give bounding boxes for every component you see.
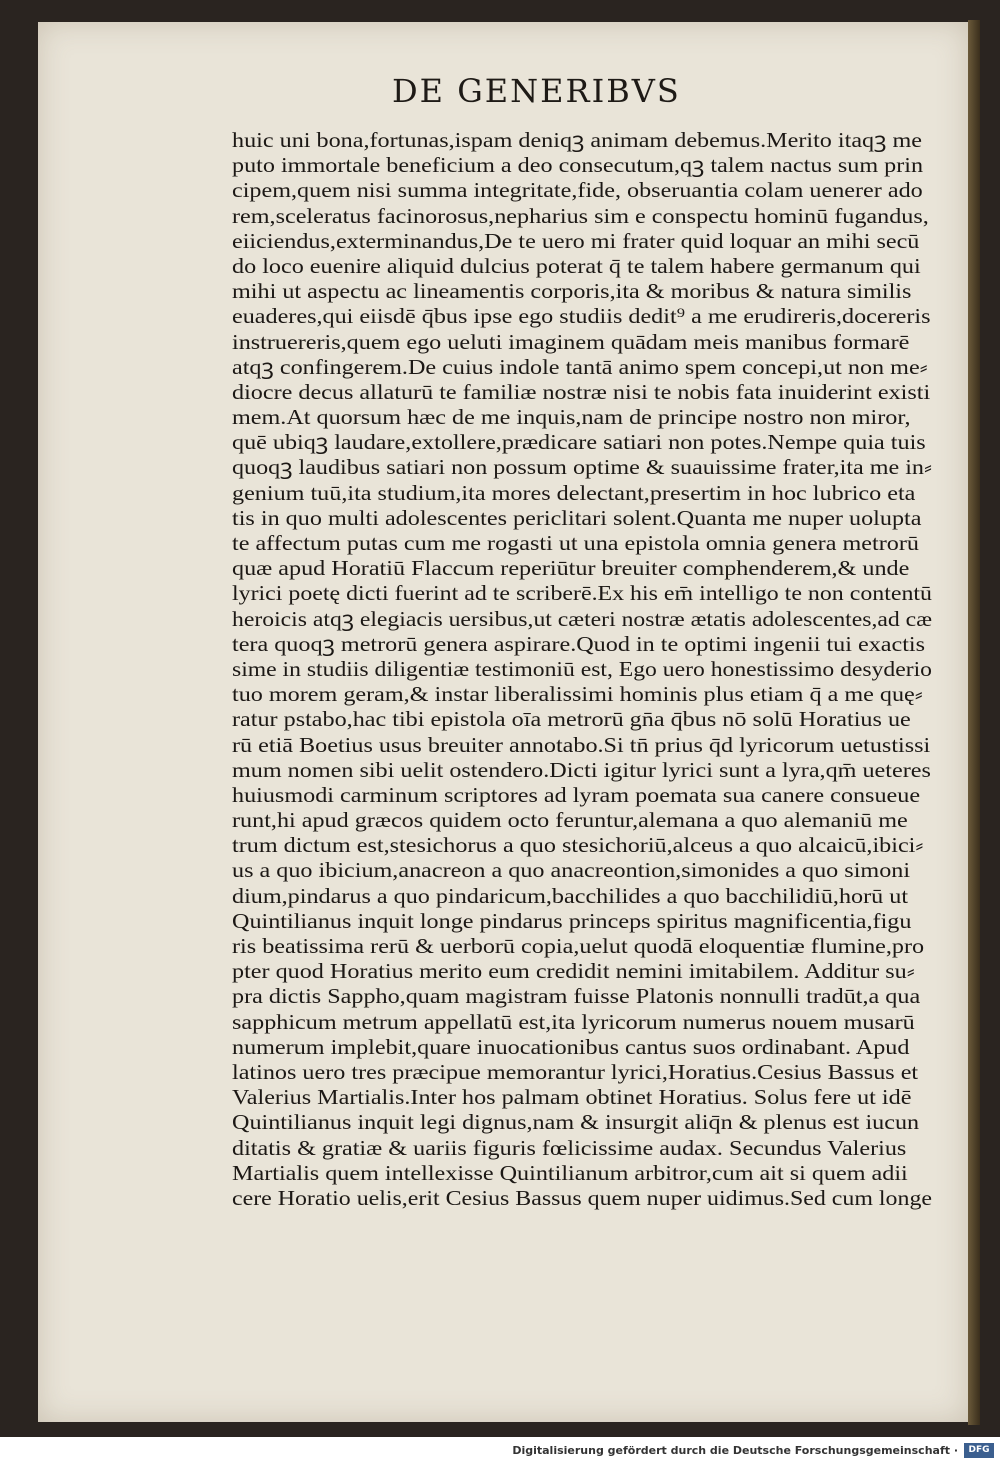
- text-line: sapphicum metrum appellatū est,ita lyricorum numerus nouem musarū: [232, 1009, 915, 1034]
- text-line: rū etiā Boetius usus breuiter annotabo.Si tn̄ prius q̄d lyricorum uetustissi: [232, 732, 931, 757]
- text-line: rem,sceleratus facinorosus,nepharius sim e conspectu hominū fugandus,: [232, 203, 929, 228]
- funding-credit: Digitalisierung gefördert durch die Deutsche Forschungsgemeinschaft ·: [512, 1444, 958, 1457]
- text-line: dium,pindarus a quo pindaricum,bacchilides a quo bacchilidiū,horū ut: [232, 883, 909, 908]
- text-line: ris beatissima rerū & uerborū copia,uelut quodā eloquentiæ flumine,pro: [232, 934, 925, 958]
- text-line: huic uni bona,fortunas,ispam deniqꝫ animam debemus.Merito itaqꝫ me: [232, 128, 922, 152]
- text-line: ditatis & gratiæ & uariis figuris fœlicissime audax. Secundus Valerius: [232, 1135, 907, 1160]
- dfg-logo: DFG: [964, 1443, 994, 1458]
- text-line: Quintilianus inquit legi dignus,nam & insurgit aliq̄n & plenus est iucun: [232, 1110, 920, 1135]
- body-text: [232, 128, 932, 1211]
- text-line: euaderes,qui eiisdē q̄bus ipse ego studiis dedit⁹ a me erudireris,docereris: [232, 304, 931, 329]
- text-line: mihi ut aspectu ac lineamentis corporis,ita & moribus & natura similis: [232, 279, 912, 304]
- text-line: trum dictum est,stesichorus a quo stesichoriū,alceus a quo alcaicū,ibici⸗: [232, 833, 924, 858]
- footer-bar: [0, 1437, 1000, 1467]
- text-line: lyrici poetę dicti fuerint ad te scriberē.Ex his em̄ intelligo te non contentū: [232, 581, 932, 606]
- text-line: pter quod Horatius merito eum credidit nemini imitabilem. Additur su⸗: [232, 959, 915, 984]
- text-line: tis in quo multi adolescentes periclitari solent.Quanta me nuper uolupta: [232, 505, 922, 530]
- text-line: diocre decus allaturū te familiæ nostræ nisi te nobis fata inuiderint existi: [232, 379, 931, 404]
- text-line: pra dictis Sappho,quam magistram fuisse Platonis nonnulli tradūt,a qua: [232, 984, 921, 1009]
- text-line: do loco euenire aliquid dulcius poterat q̄ te talem habere germanum qui: [232, 253, 921, 278]
- text-line: eiiciendus,exterminandus,De te uero mi frater quid loquar an mihi secū: [232, 228, 920, 253]
- text-line: puto immortale beneficium a deo consecutum,qꝫ talem nactus sum prin: [232, 153, 924, 178]
- page-edge: [968, 20, 980, 1425]
- text-line: quæ apud Horatiū Flaccum reperiūtur breuiter comphenderem,& unde: [232, 556, 910, 581]
- text-line: genium tuū,ita studium,ita mores delectant,presertim in hoc lubrico eta: [232, 480, 916, 505]
- text-line: quoqꝫ laudibus satiari non possum optime & suauissime frater,ita me in⸗: [232, 455, 932, 480]
- text-line: huiusmodi carminum scriptores ad lyram poemata sua canere consueue: [232, 782, 921, 807]
- text-line: sime in studiis diligentiæ testimoniū est, Ego uero honestissimo desyderio: [232, 656, 932, 681]
- text-line: instruereris,quem ego ueluti imaginem quādam meis manibus formarē: [232, 329, 910, 354]
- page-heading: DE GENERIBVS: [392, 72, 681, 110]
- text-line: tuo morem geram,& instar liberalissimi hominis plus etiam q̄ a me quę⸗: [232, 682, 923, 707]
- text-line: cere Horatio uelis,erit Cesius Bassus quem nuper uidimus.Sed cum longe: [232, 1185, 932, 1210]
- text-line: runt,hi apud græcos quidem octo feruntur,alemana a quo alemaniū me: [232, 808, 908, 833]
- text-line: mum nomen sibi uelit ostendero.Dicti igitur lyrici sunt a lyra,qm̄ ueteres: [232, 757, 931, 782]
- text-line: Martialis quem intellexisse Quintilianum arbitror,cum ait si quem adii: [232, 1160, 908, 1185]
- text-line: Quintilianus inquit longe pindarus princeps spiritus magnificentia,figu: [232, 908, 912, 933]
- text-line: latinos uero tres præcipue memorantur lyrici,Horatius.Cesius Bassus et: [232, 1059, 919, 1084]
- text-line: Valerius Martialis.Inter hos palmam obtinet Horatius. Solus fere ut idē: [232, 1085, 912, 1110]
- text-line: numerum implebit,quare inuocationibus cantus suos ordinabant. Apud: [232, 1034, 910, 1059]
- text-line: ratur pstabo,hac tibi epistola oīa metrorū gn̄a q̄bus nō solū Horatius ue: [232, 707, 911, 732]
- text-line: atqꝫ confingerem.De cuius indole tantā animo spem concepi,ut non me⸗: [232, 354, 928, 379]
- text-line: heroicis atqꝫ elegiacis uersibus,ut cæteri nostræ ætatis adolescentes,ad cæ: [232, 606, 932, 631]
- text-line: mem.At quorsum hæc de me inquis,nam de principe nostro non miror,: [232, 405, 911, 430]
- text-line: te affectum putas cum me rogasti ut una epistola omnia genera metrorū: [232, 531, 919, 555]
- text-line: quē ubiqꝫ laudare,extollere,prædicare satiari non potes.Nempe quia tuis: [232, 430, 926, 455]
- text-line: cipem,quem nisi summa integritate,fide, obseruantia colam uenerer ado: [232, 178, 923, 203]
- text-line: tera quoqꝫ metrorū genera aspirare.Quod in te optimi ingenii tui exactis: [232, 631, 926, 656]
- text-line: us a quo ibicium,anacreon a quo anacreontion,simonides a quo simoni: [232, 858, 911, 883]
